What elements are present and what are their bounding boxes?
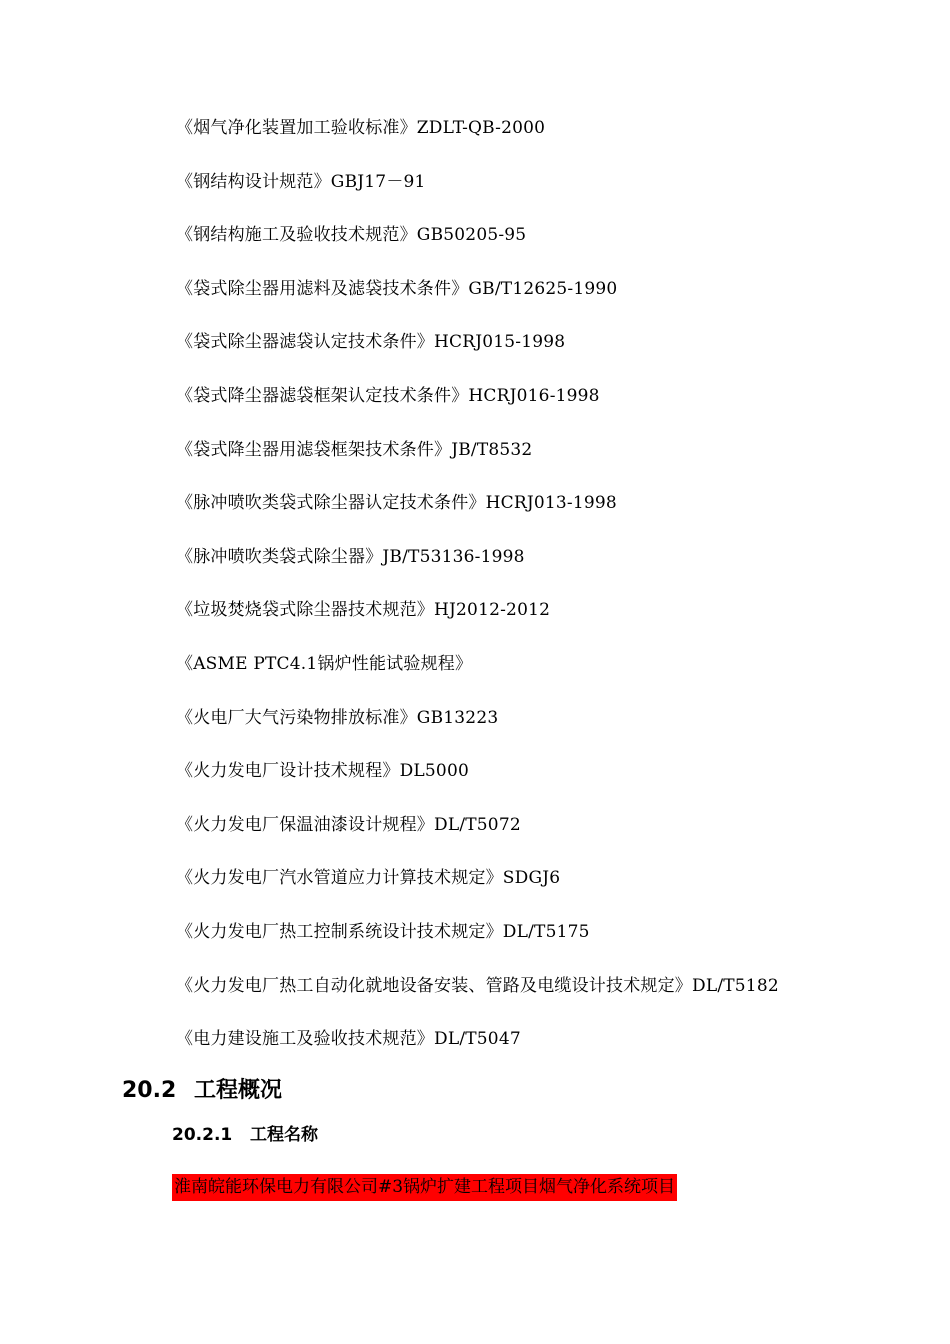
reference-item: 《火力发电厂热工自动化就地设备安装、管路及电缆设计技术规定》DL/T5182 (176, 975, 779, 996)
subsection-title: 工程名称 (250, 1125, 318, 1145)
reference-item: 《袋式除尘器滤袋认定技术条件》HCRJ015-1998 (176, 332, 566, 353)
section-number: 20.2 (122, 1078, 177, 1103)
reference-item: 《钢结构设计规范》GBJ17－91 (176, 171, 426, 192)
reference-item: 《火力发电厂汽水管道应力计算技术规定》SDGJ6 (176, 868, 561, 889)
reference-item: 《袋式降尘器滤袋框架认定技术条件》HCRJ016-1998 (176, 385, 600, 406)
reference-item: 《火力发电厂保温油漆设计规程》DL/T5072 (176, 814, 521, 835)
reference-item: 《袋式除尘器用滤料及滤袋技术条件》GB/T12625-1990 (176, 278, 618, 299)
reference-item: 《火力发电厂热工控制系统设计技术规定》DL/T5175 (176, 921, 590, 942)
section-heading (122, 1073, 282, 1109)
reference-item: 《脉冲喷吹类袋式除尘器》JB/T53136-1998 (176, 546, 525, 567)
reference-item: 《烟气净化装置加工验收标准》ZDLT-QB-2000 (176, 118, 546, 138)
subsection-heading (172, 1120, 318, 1150)
section-title: 工程概况 (194, 1078, 283, 1103)
reference-standards-list (176, 114, 779, 1079)
reference-item: 《电力建设施工及验收技术规范》DL/T5047 (176, 1029, 521, 1050)
reference-item: 《袋式降尘器用滤袋框架技术条件》JB/T8532 (176, 439, 533, 460)
reference-item: 《脉冲喷吹类袋式除尘器认定技术条件》HCRJ013-1998 (176, 493, 617, 514)
project-name-highlight: 淮南皖能环保电力有限公司#3锅炉扩建工程项目烟气净化系统项目 (172, 1174, 677, 1201)
reference-item: 《火力发电厂设计技术规程》DL5000 (176, 761, 469, 782)
subsection-number: 20.2.1 (172, 1125, 233, 1145)
reference-item: 《垃圾焚烧袋式除尘器技术规范》HJ2012-2012 (176, 600, 551, 621)
reference-item: 《火电厂大气污染物排放标准》GB13223 (176, 707, 499, 728)
reference-item: 《ASME PTC4.1锅炉性能试验规程》 (176, 653, 473, 674)
reference-item: 《钢结构施工及验收技术规范》GB50205-95 (176, 225, 527, 246)
